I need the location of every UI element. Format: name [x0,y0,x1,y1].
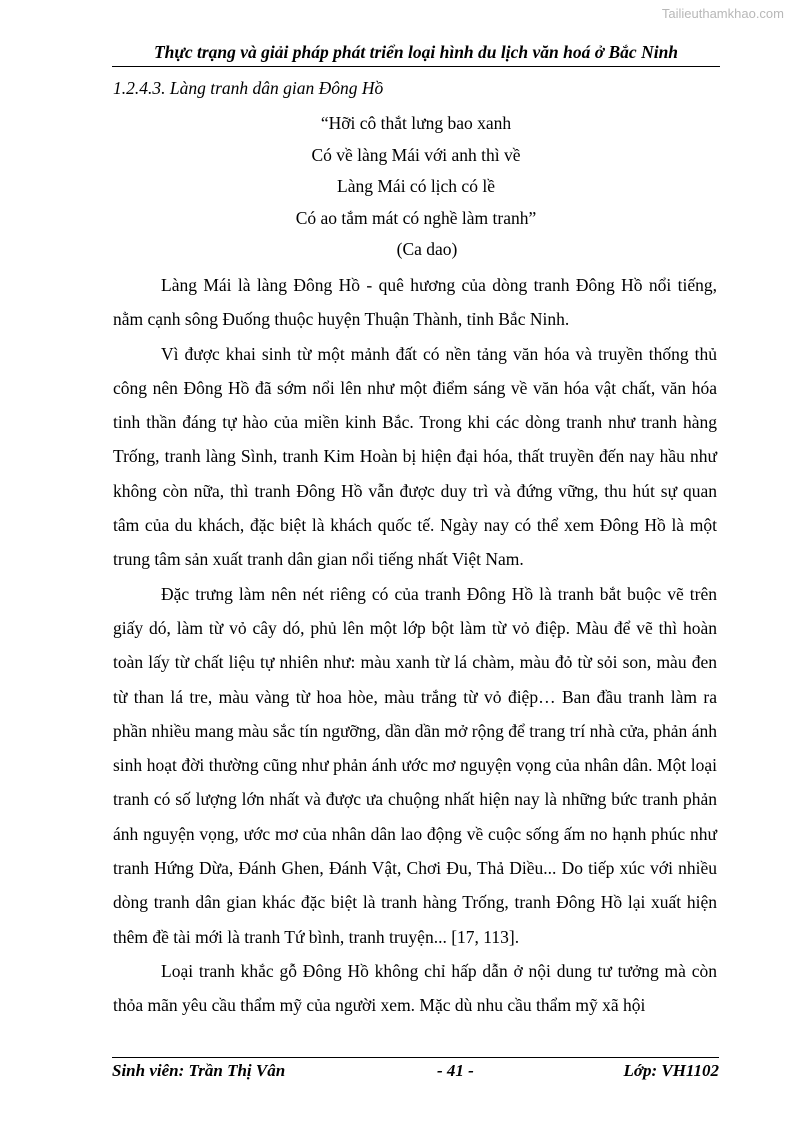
paragraph: Vì được khai sinh từ một mảnh đất có nền tảng văn hóa và truyền thống thủ công nên Đông Hồ đã sớm nổi lên như một điểm sáng về văn hóa vật chất, văn hóa tinh thần đáng tự hào của miền kinh Bắc. Trong khi các dòng tranh như tranh hàng Trống, tranh làng Sình, tranh Kim Hoàn bị hiện đại hóa, thất truyền đến nay hầu như không còn nữa, thì tranh Đông Hồ vẫn được duy trì và đứng vững, thu hút sự quan tâm của du khách, đặc biệt là khách quốc tế. Ngày nay có thể xem Đông Hồ là một trung tâm sản xuất tranh dân gian nổi tiếng nhất Việt Nam. [113,343,717,570]
watermark: Tailieuthamkhao.com [661,6,784,21]
running-header: Thực trạng và giải pháp phát triển loại hình du lịch văn hoá ở Bắc Ninh [112,42,720,67]
paragraph: Đặc trưng làm nên nét riêng có của tranh Đông Hồ là tranh bắt buộc vẽ trên giấy dó, làm từ vỏ cây dó, phủ lên một lớp bột làm từ vỏ điệp. Màu để vẽ thì hoàn toàn lấy từ chất liệu tự nhiên như: màu xanh từ lá chàm, màu đỏ từ sỏi son, màu đen từ than lá tre, màu vàng từ hoa hòe, màu trắng từ vỏ điệp… Ban đầu tranh làm ra phần nhiều mang màu sắc tín ngưỡng, dần dần mở rộng để trang trí nhà cửa, phản ánh sinh hoạt đời thường cũng như phản ánh ước mơ nguyện vọng của nhân dân. Một loại tranh có số lượng lớn nhất và được ưa chuộng nhất hiện nay là những bức tranh phản ánh nguyện vọng, ước mơ của nhân dân lao động về cuộc sống ấm no hạnh phúc như tranh Hứng Dừa, Đánh Ghen, Đánh Vật, Chơi Đu, Thả Diều... Do tiếp xúc với nhiều dòng tranh dân gian khác đặc biệt là tranh hàng Trống, tranh Đông Hồ lại xuất hiện thêm đề tài mới là tranh Tứ bình, tranh truyện... [17, 113]. [113,583,717,947]
poem-source: (Ca dao) [396,239,458,260]
poem [112,108,720,266]
footer-student: Sinh viên: Trần Thị Vân [112,1061,286,1080]
body-text [113,268,717,1023]
paragraph: Làng Mái là làng Đông Hồ - quê hương của dòng tranh Đông Hồ nổi tiếng, nằm cạnh sông Đuống thuộc huyện Thuận Thành, tỉnh Bắc Ninh. [113,275,717,330]
poem-line: Làng Mái có lịch có lề [337,176,495,197]
page-number: - 41 - [437,1061,474,1080]
poem-line: Có ao tắm mát có nghề làm tranh” [295,207,537,228]
footer-class: Lớp: VH1102 [623,1061,719,1080]
section-heading: 1.2.4.3. Làng tranh dân gian Đông Hồ [113,78,384,98]
running-footer [112,1057,719,1080]
paragraph: Loại tranh khắc gỗ Đông Hồ không chỉ hấp dẫn ở nội dung tư tưởng mà còn thỏa mãn yêu cầu thẩm mỹ của người xem. Mặc dù nhu cầu thẩm mỹ xã hội [113,960,717,1016]
poem-line: “Hỡi cô thắt lưng bao xanh [320,113,512,133]
poem-line: Có về làng Mái với anh thì về [311,144,521,165]
